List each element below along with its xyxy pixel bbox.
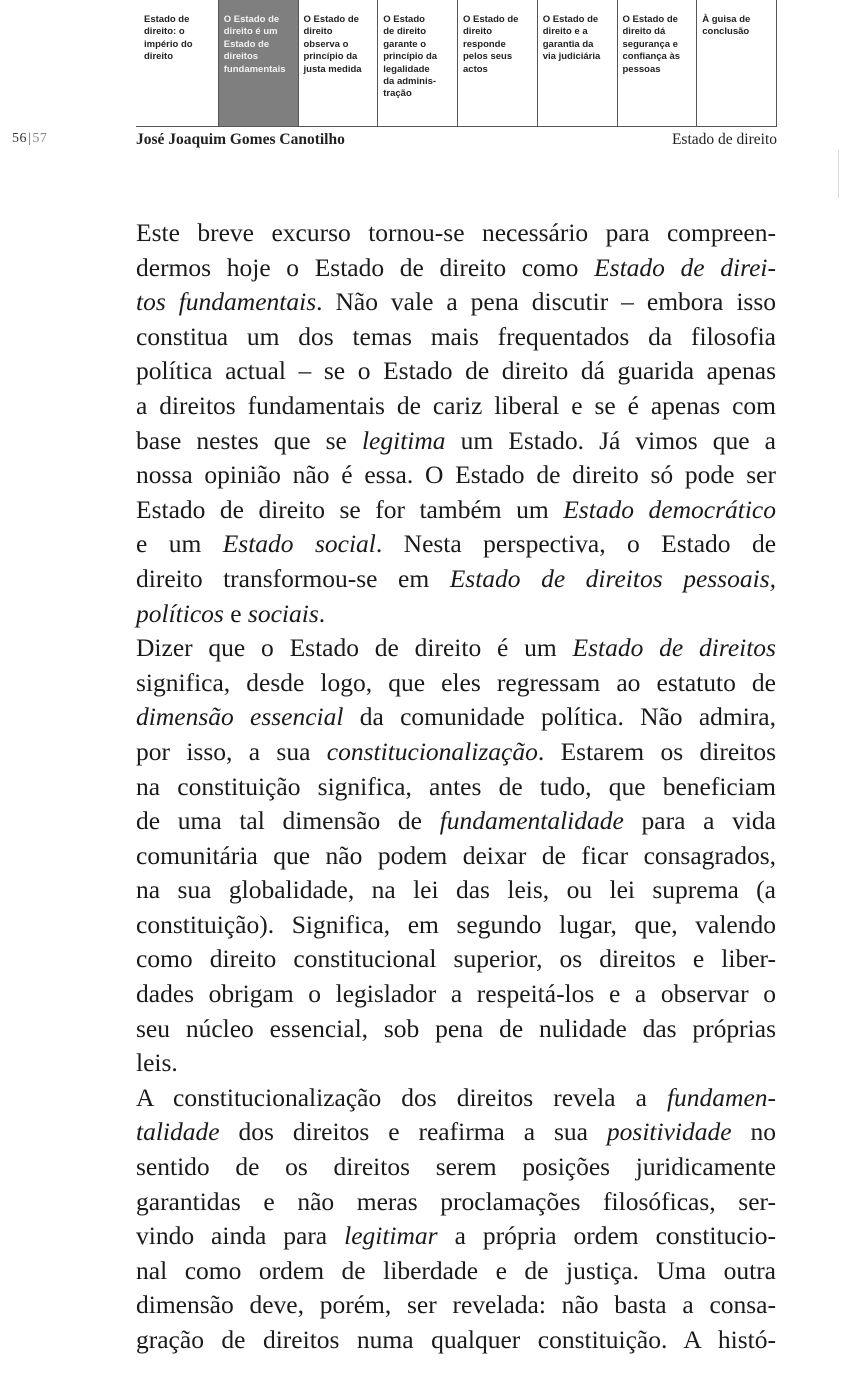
nav-cell-text-line: actos (463, 63, 488, 75)
nav-cell-section (298, 0, 378, 126)
nav-cell-text-line: O Estado (383, 14, 425, 25)
text-line: direito transformou-se em Estado de direitos pessoais, (136, 563, 776, 593)
nav-cell-text-line: observa o (303, 38, 349, 50)
paragraph (136, 631, 776, 1081)
running-header-author: José Joaquim Gomes Canotilho (136, 131, 345, 148)
nav-cell-text-line: fundamentais (223, 63, 286, 75)
nav-cell-text-line: À guisa de (702, 14, 751, 25)
nav-cell-text-line: tração (383, 88, 412, 100)
nav-cell-text-line: princípio da (383, 51, 438, 63)
text-line: tos fundamentais. Não vale a pena discutir – embora isso (136, 287, 777, 317)
text-line: base nestes que se legitima um Estado. Já vimos que a (136, 425, 776, 455)
text-line: a direitos fundamentais de cariz liberal e se é apenas com (136, 390, 776, 420)
nav-cell-text-line: garante o (383, 38, 427, 50)
nav-cell-text-line: império do (144, 38, 193, 50)
text-line: constituição). Significa, em segundo lugar, que, valendo (136, 909, 776, 939)
text-line: A constitucionalização dos direitos revela a fundamen- (136, 1082, 776, 1112)
text-line: garantidas e não meras proclamações filosóficas, ser- (136, 1186, 776, 1216)
paragraph (136, 216, 776, 631)
text-line: vindo ainda para legitimar a própria ordem constitucio- (136, 1221, 776, 1251)
nav-cell-text-line: responde (463, 38, 506, 50)
nav-cell-text-line: direitos (223, 51, 259, 63)
nav-cell-section (136, 0, 218, 126)
text-line: na constituição significa, antes de tudo, que beneficiam (136, 771, 776, 801)
text-line: de uma tal dimensão de fundamentalidade para a vida (136, 806, 776, 836)
nav-cell-current-section (218, 0, 298, 126)
nav-cell-text-line: direito (463, 26, 493, 38)
nav-cell-text-line: via judiciária (542, 51, 601, 63)
text-line: significa, desde logo, que eles regressam ao estatuto de (136, 667, 776, 697)
text-line: nal como ordem de liberdade e de justiça. Uma outra (136, 1255, 776, 1285)
nav-cell-text-line: legalidade (383, 63, 430, 75)
nav-cell-text-line: confiança às (622, 51, 681, 63)
nav-cell-text-line: justa medida (303, 63, 362, 75)
text-line: como direito constitucional superior, os direitos e liber- (136, 944, 776, 974)
nav-cell-text-line: direito e a (542, 26, 588, 38)
text-line: Estado de direito se for também um Estado democrático (136, 494, 776, 524)
body-text (136, 216, 776, 1358)
nav-cell-text-line: pessoas (622, 63, 661, 75)
nav-cell-text-line: direito é um (223, 26, 278, 38)
nav-cell-text-line: O Estado de (622, 14, 678, 25)
nav-cell-section (457, 0, 537, 126)
text-line: leis. (136, 1048, 178, 1078)
text-line: Dizer que o Estado de direito é um Estado de direitos (136, 633, 776, 663)
text-line: política actual – se o Estado de direito dá guarida apenas (136, 356, 776, 386)
text-line: comunitária que não podem deixar de ficar consagrados, (136, 840, 776, 870)
text-line: nossa opinião não é essa. O Estado de direito só pode ser (136, 460, 776, 490)
nav-cell-text-line: O Estado de (463, 14, 519, 25)
text-line: na sua globalidade, na lei das leis, ou lei suprema (a (136, 875, 776, 905)
nav-cell-section (537, 0, 617, 126)
text-line: dermos hoje o Estado de direito como Estado de direi- (136, 252, 776, 282)
text-line: Este breve excurso tornou-se necessário para compreen- (136, 218, 776, 247)
chapter-navigation-strip (136, 0, 777, 127)
text-line: políticos e sociais. (136, 598, 326, 628)
running-header-title: Estado de direito (671, 131, 777, 148)
nav-cell-text-line: direito: o (144, 26, 185, 38)
nav-cell-text-line: conclusão (702, 26, 750, 38)
page-separator: | (28, 131, 32, 146)
nav-cell-text-line: O Estado de (303, 14, 359, 25)
nav-cell-text-line: O Estado de (223, 14, 280, 25)
facing-page-number: 57 (32, 131, 48, 146)
nav-cell-text-line: segurança e (622, 38, 678, 50)
nav-cell-text-line: O Estado de (542, 14, 599, 25)
text-line: seu núcleo essencial, sob pena de nulidade das próprias (136, 1013, 776, 1043)
page-edge-mark (838, 150, 839, 198)
text-line: constitua um dos temas mais frequentados da filosofia (136, 321, 776, 351)
text-line: dimensão essencial da comunidade política. Não admira, (136, 702, 776, 732)
nav-cell-text-line: direito (303, 26, 333, 38)
nav-cell-section (696, 0, 777, 126)
nav-cell-text-line: pelos seus (463, 51, 513, 63)
text-line: dimensão deve, porém, ser revelada: não basta a consa- (136, 1290, 776, 1320)
nav-cell-text-line: direito dá (622, 26, 666, 38)
nav-cell-text-line: Estado de (144, 14, 190, 25)
text-line: e um Estado social. Nesta perspectiva, o Estado de (136, 529, 777, 559)
nav-cell-text-line: da adminis- (383, 76, 437, 88)
nav-cell-section (377, 0, 457, 126)
nav-cell-text-line: direito (144, 51, 174, 63)
text-line: sentido de os direitos serem posições juridicamente (136, 1152, 776, 1182)
nav-cell-text-line: de direito (383, 26, 427, 38)
text-line: gração de direitos numa qualquer constituição. A histó- (136, 1325, 776, 1354)
nav-cell-section (617, 0, 697, 126)
page-number (12, 131, 47, 147)
paragraph (136, 1081, 776, 1358)
nav-cell-text-line: garantia da (542, 38, 594, 50)
current-page-number: 56 (12, 131, 27, 146)
text-line: dades obrigam o legislador a respeitá-los e a observar o (136, 979, 776, 1009)
nav-cell-text-line: Estado de (223, 38, 270, 50)
text-line: por isso, a sua constitucionalização. Estarem os direitos (136, 736, 776, 766)
nav-cell-text-line: princípio da (303, 51, 358, 63)
text-line: talidade dos direitos e reafirma a sua positividade no (136, 1117, 776, 1147)
